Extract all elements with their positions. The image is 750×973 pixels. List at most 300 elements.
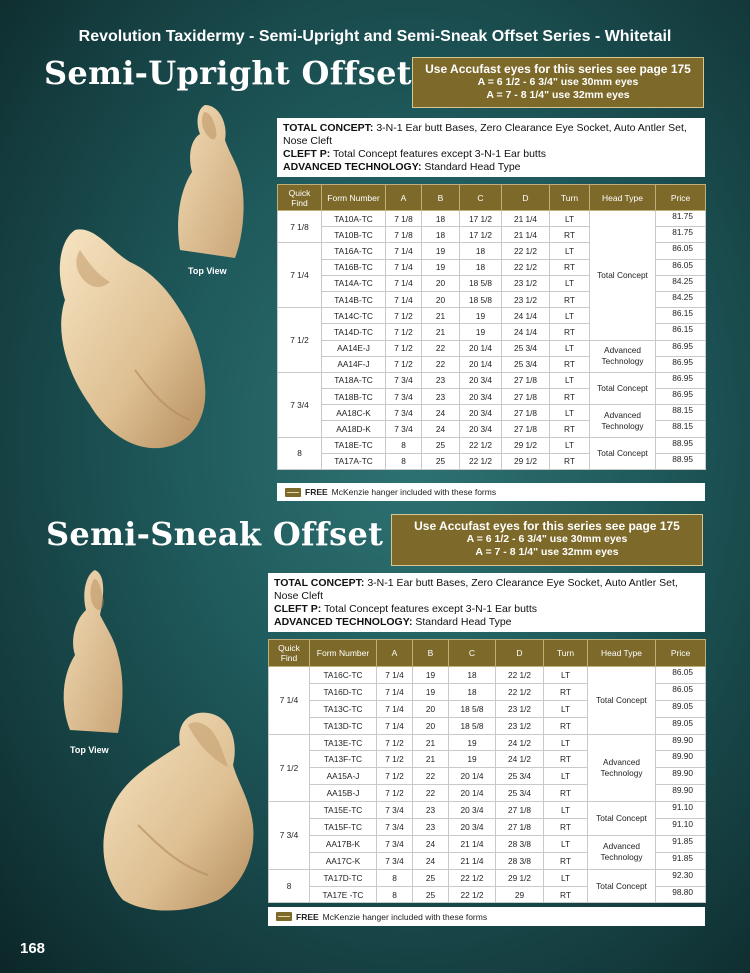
turn-cell: LT bbox=[544, 667, 588, 684]
dimension-b-cell: 25 bbox=[422, 437, 460, 453]
turn-cell: RT bbox=[550, 291, 590, 307]
turn-cell: LT bbox=[550, 372, 590, 388]
price-cell: 88.95 bbox=[656, 437, 706, 453]
price-cell: 86.05 bbox=[656, 259, 706, 275]
form-number-cell: AA15A-J bbox=[310, 768, 377, 785]
turn-cell: RT bbox=[544, 683, 588, 700]
form-number-cell: AA18C-K bbox=[322, 405, 386, 421]
dimension-b-cell: 18 bbox=[422, 211, 460, 227]
dimension-b-cell: 24 bbox=[422, 405, 460, 421]
dimension-c-cell: 20 3/4 bbox=[449, 819, 496, 836]
head-type-cell: Advanced Technology bbox=[588, 835, 656, 869]
dimension-a-cell: 7 1/2 bbox=[377, 751, 413, 768]
price-cell: 81.75 bbox=[656, 211, 706, 227]
dimension-c-cell: 20 1/4 bbox=[460, 340, 502, 356]
dimension-c-cell: 19 bbox=[460, 324, 502, 340]
forms-table-sneak bbox=[268, 639, 706, 903]
table-row bbox=[278, 372, 706, 388]
dimension-c-cell: 19 bbox=[449, 751, 496, 768]
head-type-cell: Total Concept bbox=[588, 667, 656, 735]
dimension-b-cell: 21 bbox=[413, 734, 449, 751]
dimension-b-cell: 18 bbox=[422, 227, 460, 243]
turn-cell: RT bbox=[550, 421, 590, 437]
col-header-form-number: Form Number bbox=[322, 185, 386, 211]
sneak-top-view-caption: Top View bbox=[70, 745, 109, 755]
turn-cell: LT bbox=[544, 835, 588, 852]
turn-cell: LT bbox=[544, 700, 588, 717]
form-number-cell: AA17B-K bbox=[310, 835, 377, 852]
form-number-cell: AA17C-K bbox=[310, 852, 377, 869]
table-row bbox=[269, 835, 706, 852]
turn-cell: RT bbox=[544, 852, 588, 869]
quick-find-cell: 7 1/4 bbox=[269, 667, 310, 735]
price-cell: 86.95 bbox=[656, 372, 706, 388]
table-row bbox=[278, 211, 706, 227]
turn-cell: RT bbox=[550, 356, 590, 372]
dimension-b-cell: 22 bbox=[413, 768, 449, 785]
form-number-cell: TA13C-TC bbox=[310, 700, 377, 717]
dimension-b-cell: 20 bbox=[422, 275, 460, 291]
form-number-cell: AA14E-J bbox=[322, 340, 386, 356]
concept-cleft-label: CLEFT P: bbox=[283, 148, 331, 160]
price-cell: 91.85 bbox=[656, 835, 706, 852]
dimension-b-cell: 22 bbox=[413, 785, 449, 802]
turn-cell: LT bbox=[550, 340, 590, 356]
dimension-a-cell: 7 3/4 bbox=[377, 852, 413, 869]
table-header-row bbox=[269, 640, 706, 667]
price-cell: 89.05 bbox=[656, 700, 706, 717]
dimension-c-cell: 20 3/4 bbox=[460, 372, 502, 388]
quick-find-cell: 8 bbox=[278, 437, 322, 469]
dimension-c-cell: 18 5/8 bbox=[460, 275, 502, 291]
dimension-a-cell: 7 1/8 bbox=[386, 211, 422, 227]
col-header-d: D bbox=[502, 185, 550, 211]
dimension-a-cell: 7 1/8 bbox=[386, 227, 422, 243]
dimension-c-cell: 22 1/2 bbox=[449, 886, 496, 903]
head-type-cell: Total Concept bbox=[590, 372, 656, 404]
price-cell: 89.90 bbox=[656, 751, 706, 768]
price-cell: 86.95 bbox=[656, 340, 706, 356]
price-cell: 89.90 bbox=[656, 785, 706, 802]
turn-cell: LT bbox=[550, 308, 590, 324]
dimension-d-cell: 23 1/2 bbox=[496, 700, 544, 717]
form-number-cell: TA17E -TC bbox=[310, 886, 377, 903]
dimension-d-cell: 27 1/8 bbox=[502, 372, 550, 388]
concept-cleft bbox=[274, 603, 699, 616]
dimension-d-cell: 23 1/2 bbox=[496, 717, 544, 734]
quick-find-cell: 8 bbox=[269, 869, 310, 903]
price-cell: 86.15 bbox=[656, 308, 706, 324]
price-cell: 89.90 bbox=[656, 734, 706, 751]
mckenzie-logo-icon bbox=[276, 912, 292, 921]
section-title-upright: Semi-Upright Offset bbox=[44, 54, 412, 92]
dimension-b-cell: 25 bbox=[422, 453, 460, 469]
quick-find-cell: 7 1/8 bbox=[278, 211, 322, 243]
form-number-cell: TA17A-TC bbox=[322, 453, 386, 469]
dimension-d-cell: 24 1/2 bbox=[496, 734, 544, 751]
table-header-row bbox=[278, 185, 706, 211]
form-number-cell: TA16A-TC bbox=[322, 243, 386, 259]
head-type-cell: Total Concept bbox=[588, 869, 656, 903]
form-number-cell: TA10B-TC bbox=[322, 227, 386, 243]
dimension-d-cell: 24 1/4 bbox=[502, 308, 550, 324]
price-cell: 86.05 bbox=[656, 667, 706, 684]
form-number-cell: TA14D-TC bbox=[322, 324, 386, 340]
col-header-c: C bbox=[460, 185, 502, 211]
table-row bbox=[278, 405, 706, 421]
footnote-text: McKenzie hanger included with these forms bbox=[322, 911, 488, 922]
col-header-head-type: Head Type bbox=[588, 640, 656, 667]
dimension-b-cell: 21 bbox=[413, 751, 449, 768]
dimension-c-cell: 20 1/4 bbox=[449, 768, 496, 785]
head-type-cell: Advanced Technology bbox=[590, 405, 656, 437]
dimension-c-cell: 19 bbox=[449, 734, 496, 751]
dimension-a-cell: 7 1/2 bbox=[386, 356, 422, 372]
concept-advanced-text: Standard Head Type bbox=[421, 161, 521, 173]
dimension-c-cell: 21 1/4 bbox=[449, 835, 496, 852]
col-header-a: A bbox=[386, 185, 422, 211]
dimension-b-cell: 20 bbox=[413, 717, 449, 734]
price-cell: 86.05 bbox=[656, 243, 706, 259]
dimension-d-cell: 24 1/2 bbox=[496, 751, 544, 768]
form-number-cell: TA14C-TC bbox=[322, 308, 386, 324]
dimension-c-cell: 18 bbox=[449, 683, 496, 700]
dimension-a-cell: 7 1/4 bbox=[386, 275, 422, 291]
col-header-price: Price bbox=[656, 185, 706, 211]
dimension-c-cell: 18 5/8 bbox=[449, 700, 496, 717]
concept-advanced-label: ADVANCED TECHNOLOGY: bbox=[274, 616, 413, 628]
price-cell: 88.15 bbox=[656, 405, 706, 421]
eyes-info-line1: Use Accufast eyes for this series see page 175 bbox=[414, 519, 680, 533]
eyes-info-line1: Use Accufast eyes for this series see page 175 bbox=[425, 62, 691, 76]
col-header-b: B bbox=[413, 640, 449, 667]
eyes-info-box-upright bbox=[412, 57, 704, 108]
dimension-d-cell: 29 1/2 bbox=[496, 869, 544, 886]
form-number-cell: AA15B-J bbox=[310, 785, 377, 802]
dimension-c-cell: 20 1/4 bbox=[460, 356, 502, 372]
table-row bbox=[278, 437, 706, 453]
turn-cell: LT bbox=[550, 405, 590, 421]
concept-total-label: TOTAL CONCEPT: bbox=[274, 577, 365, 589]
dimension-a-cell: 8 bbox=[386, 437, 422, 453]
col-header-a: A bbox=[377, 640, 413, 667]
turn-cell: LT bbox=[544, 802, 588, 819]
col-header-form-number: Form Number bbox=[310, 640, 377, 667]
table-row bbox=[269, 667, 706, 684]
concept-cleft-label: CLEFT P: bbox=[274, 603, 322, 615]
dimension-c-cell: 20 3/4 bbox=[460, 421, 502, 437]
dimension-d-cell: 28 3/8 bbox=[496, 835, 544, 852]
form-number-cell: TA14B-TC bbox=[322, 291, 386, 307]
dimension-a-cell: 7 1/2 bbox=[377, 785, 413, 802]
form-number-cell: AA14F-J bbox=[322, 356, 386, 372]
dimension-a-cell: 7 3/4 bbox=[386, 372, 422, 388]
price-cell: 86.95 bbox=[656, 356, 706, 372]
turn-cell: RT bbox=[544, 886, 588, 903]
concept-box-upright bbox=[277, 118, 705, 177]
dimension-d-cell: 28 3/8 bbox=[496, 852, 544, 869]
dimension-a-cell: 7 1/4 bbox=[377, 667, 413, 684]
footnote-free: FREE bbox=[305, 487, 328, 497]
form-number-cell: TA18A-TC bbox=[322, 372, 386, 388]
mckenzie-logo-icon bbox=[285, 488, 301, 497]
table-row bbox=[278, 340, 706, 356]
dimension-c-cell: 20 1/4 bbox=[449, 785, 496, 802]
dimension-b-cell: 23 bbox=[422, 389, 460, 405]
dimension-a-cell: 7 1/4 bbox=[377, 700, 413, 717]
dimension-a-cell: 7 1/4 bbox=[377, 683, 413, 700]
quick-find-cell: 7 3/4 bbox=[278, 372, 322, 437]
dimension-c-cell: 20 3/4 bbox=[449, 802, 496, 819]
dimension-d-cell: 24 1/4 bbox=[502, 324, 550, 340]
concept-advanced bbox=[274, 616, 699, 629]
col-header-d: D bbox=[496, 640, 544, 667]
price-cell: 89.90 bbox=[656, 768, 706, 785]
dimension-c-cell: 17 1/2 bbox=[460, 211, 502, 227]
dimension-a-cell: 7 1/2 bbox=[386, 340, 422, 356]
form-number-cell: TA18E-TC bbox=[322, 437, 386, 453]
form-number-cell: TA13D-TC bbox=[310, 717, 377, 734]
dimension-d-cell: 29 bbox=[496, 886, 544, 903]
turn-cell: RT bbox=[550, 453, 590, 469]
concept-advanced-text: Standard Head Type bbox=[412, 616, 512, 628]
dimension-a-cell: 7 1/4 bbox=[386, 259, 422, 275]
dimension-d-cell: 27 1/8 bbox=[502, 389, 550, 405]
form-number-cell: AA18D-K bbox=[322, 421, 386, 437]
price-cell: 86.05 bbox=[656, 683, 706, 700]
dimension-a-cell: 7 1/4 bbox=[386, 291, 422, 307]
table-row bbox=[269, 734, 706, 751]
form-number-cell: TA18B-TC bbox=[322, 389, 386, 405]
turn-cell: RT bbox=[544, 819, 588, 836]
head-type-cell: Advanced Technology bbox=[588, 734, 656, 802]
concept-advanced bbox=[283, 161, 699, 174]
dimension-c-cell: 18 bbox=[449, 667, 496, 684]
eyes-info-line3: A = 7 - 8 1/4" use 32mm eyes bbox=[475, 546, 619, 558]
turn-cell: LT bbox=[550, 243, 590, 259]
dimension-a-cell: 8 bbox=[377, 886, 413, 903]
turn-cell: RT bbox=[544, 751, 588, 768]
col-header-head-type: Head Type bbox=[590, 185, 656, 211]
dimension-b-cell: 23 bbox=[413, 802, 449, 819]
turn-cell: RT bbox=[550, 227, 590, 243]
dimension-a-cell: 7 1/4 bbox=[386, 243, 422, 259]
dimension-b-cell: 23 bbox=[422, 372, 460, 388]
concept-cleft-text: Total Concept features except 3-N-1 Ear butts bbox=[321, 603, 538, 615]
turn-cell: LT bbox=[550, 437, 590, 453]
concept-total bbox=[283, 122, 699, 148]
dimension-d-cell: 25 3/4 bbox=[502, 340, 550, 356]
dimension-d-cell: 29 1/2 bbox=[502, 453, 550, 469]
dimension-b-cell: 19 bbox=[422, 259, 460, 275]
turn-cell: RT bbox=[550, 259, 590, 275]
dimension-d-cell: 22 1/2 bbox=[496, 683, 544, 700]
table-row bbox=[269, 802, 706, 819]
turn-cell: RT bbox=[550, 389, 590, 405]
sneak-form-image bbox=[88, 705, 260, 915]
dimension-a-cell: 7 3/4 bbox=[386, 421, 422, 437]
dimension-b-cell: 19 bbox=[413, 667, 449, 684]
dimension-c-cell: 18 bbox=[460, 259, 502, 275]
price-cell: 86.95 bbox=[656, 389, 706, 405]
dimension-b-cell: 25 bbox=[413, 886, 449, 903]
head-type-cell: Total Concept bbox=[590, 437, 656, 469]
footnote-sneak bbox=[268, 907, 705, 926]
dimension-d-cell: 22 1/2 bbox=[502, 243, 550, 259]
turn-cell: LT bbox=[550, 275, 590, 291]
eyes-info-line2: A = 6 1/2 - 6 3/4" use 30mm eyes bbox=[466, 533, 628, 545]
dimension-d-cell: 27 1/8 bbox=[496, 802, 544, 819]
form-number-cell: TA17D-TC bbox=[310, 869, 377, 886]
price-cell: 92.30 bbox=[656, 869, 706, 886]
concept-total bbox=[274, 577, 699, 603]
dimension-b-cell: 20 bbox=[422, 291, 460, 307]
col-header-quick-find: Quick Find bbox=[278, 185, 322, 211]
dimension-b-cell: 19 bbox=[422, 243, 460, 259]
form-number-cell: TA16B-TC bbox=[322, 259, 386, 275]
dimension-c-cell: 20 3/4 bbox=[460, 405, 502, 421]
page-header-title: Revolution Taxidermy - Semi-Upright and Semi-Sneak Offset Series - Whitetail bbox=[78, 28, 672, 45]
head-type-cell: Total Concept bbox=[588, 802, 656, 836]
dimension-a-cell: 7 3/4 bbox=[386, 405, 422, 421]
col-header-turn: Turn bbox=[544, 640, 588, 667]
turn-cell: LT bbox=[550, 211, 590, 227]
price-cell: 81.75 bbox=[656, 227, 706, 243]
col-header-turn: Turn bbox=[550, 185, 590, 211]
eyes-info-line3: A = 7 - 8 1/4" use 32mm eyes bbox=[486, 89, 630, 101]
dimension-a-cell: 7 1/4 bbox=[377, 717, 413, 734]
quick-find-cell: 7 1/2 bbox=[278, 308, 322, 373]
form-number-cell: TA15F-TC bbox=[310, 819, 377, 836]
dimension-d-cell: 25 3/4 bbox=[496, 768, 544, 785]
price-cell: 88.15 bbox=[656, 421, 706, 437]
dimension-c-cell: 22 1/2 bbox=[449, 869, 496, 886]
form-number-cell: TA13E-TC bbox=[310, 734, 377, 751]
form-number-cell: TA16D-TC bbox=[310, 683, 377, 700]
quick-find-cell: 7 1/2 bbox=[269, 734, 310, 802]
dimension-a-cell: 7 3/4 bbox=[377, 835, 413, 852]
dimension-c-cell: 20 3/4 bbox=[460, 389, 502, 405]
form-number-cell: TA15E-TC bbox=[310, 802, 377, 819]
dimension-c-cell: 21 1/4 bbox=[449, 852, 496, 869]
dimension-a-cell: 7 1/2 bbox=[377, 768, 413, 785]
dimension-b-cell: 22 bbox=[422, 340, 460, 356]
dimension-d-cell: 23 1/2 bbox=[502, 275, 550, 291]
dimension-c-cell: 18 bbox=[460, 243, 502, 259]
dimension-b-cell: 24 bbox=[413, 835, 449, 852]
price-cell: 84.25 bbox=[656, 275, 706, 291]
dimension-d-cell: 27 1/8 bbox=[502, 405, 550, 421]
turn-cell: RT bbox=[550, 324, 590, 340]
dimension-b-cell: 24 bbox=[413, 852, 449, 869]
turn-cell: LT bbox=[544, 869, 588, 886]
turn-cell: RT bbox=[544, 785, 588, 802]
dimension-b-cell: 19 bbox=[413, 683, 449, 700]
dimension-d-cell: 27 1/8 bbox=[502, 421, 550, 437]
concept-total-text: 3-N-1 Ear butt Bases, Zero Clearance Eye Socket, Auto Antler Set, Nose Cleft bbox=[274, 577, 678, 602]
concept-cleft-text: Total Concept features except 3-N-1 Ear butts bbox=[330, 148, 547, 160]
price-cell: 89.05 bbox=[656, 717, 706, 734]
price-cell: 88.95 bbox=[656, 453, 706, 469]
dimension-a-cell: 7 1/2 bbox=[377, 734, 413, 751]
dimension-d-cell: 29 1/2 bbox=[502, 437, 550, 453]
table-row bbox=[269, 869, 706, 886]
dimension-b-cell: 21 bbox=[422, 308, 460, 324]
dimension-b-cell: 21 bbox=[422, 324, 460, 340]
head-type-cell: Total Concept bbox=[590, 211, 656, 341]
upright-form-image bbox=[40, 220, 220, 460]
page-number: 168 bbox=[20, 940, 46, 957]
dimension-a-cell: 7 3/4 bbox=[386, 389, 422, 405]
dimension-b-cell: 20 bbox=[413, 700, 449, 717]
dimension-d-cell: 23 1/2 bbox=[502, 291, 550, 307]
price-cell: 86.15 bbox=[656, 324, 706, 340]
dimension-d-cell: 21 1/4 bbox=[502, 227, 550, 243]
col-header-c: C bbox=[449, 640, 496, 667]
form-number-cell: TA13F-TC bbox=[310, 751, 377, 768]
eyes-info-box-sneak bbox=[391, 514, 703, 566]
turn-cell: RT bbox=[544, 717, 588, 734]
price-cell: 84.25 bbox=[656, 291, 706, 307]
col-header-quick-find: Quick Find bbox=[269, 640, 310, 667]
dimension-d-cell: 25 3/4 bbox=[502, 356, 550, 372]
col-header-price: Price bbox=[656, 640, 706, 667]
dimension-a-cell: 8 bbox=[386, 453, 422, 469]
forms-table-upright bbox=[277, 184, 706, 470]
dimension-b-cell: 24 bbox=[422, 421, 460, 437]
concept-advanced-label: ADVANCED TECHNOLOGY: bbox=[283, 161, 422, 173]
dimension-c-cell: 18 5/8 bbox=[449, 717, 496, 734]
concept-total-label: TOTAL CONCEPT: bbox=[283, 122, 374, 134]
dimension-a-cell: 8 bbox=[377, 869, 413, 886]
col-header-b: B bbox=[422, 185, 460, 211]
dimension-d-cell: 27 1/8 bbox=[496, 819, 544, 836]
footnote-upright bbox=[277, 483, 705, 501]
price-cell: 98.80 bbox=[656, 886, 706, 903]
footnote-text: McKenzie hanger included with these forms bbox=[331, 487, 497, 497]
dimension-b-cell: 22 bbox=[422, 356, 460, 372]
quick-find-cell: 7 1/4 bbox=[278, 243, 322, 308]
turn-cell: LT bbox=[544, 734, 588, 751]
eyes-info-line2: A = 6 1/2 - 6 3/4" use 30mm eyes bbox=[477, 76, 639, 88]
price-cell: 91.10 bbox=[656, 802, 706, 819]
turn-cell: LT bbox=[544, 768, 588, 785]
dimension-c-cell: 17 1/2 bbox=[460, 227, 502, 243]
footnote-free: FREE bbox=[296, 911, 319, 922]
form-number-cell: TA10A-TC bbox=[322, 211, 386, 227]
form-number-cell: TA16C-TC bbox=[310, 667, 377, 684]
upright-top-view-caption: Top View bbox=[188, 266, 227, 276]
dimension-a-cell: 7 1/2 bbox=[386, 308, 422, 324]
price-cell: 91.10 bbox=[656, 819, 706, 836]
dimension-b-cell: 25 bbox=[413, 869, 449, 886]
price-cell: 91.85 bbox=[656, 852, 706, 869]
dimension-a-cell: 7 3/4 bbox=[377, 819, 413, 836]
dimension-a-cell: 7 1/2 bbox=[386, 324, 422, 340]
dimension-d-cell: 22 1/2 bbox=[502, 259, 550, 275]
dimension-c-cell: 19 bbox=[460, 308, 502, 324]
head-type-cell: Advanced Technology bbox=[590, 340, 656, 372]
dimension-d-cell: 25 3/4 bbox=[496, 785, 544, 802]
concept-box-sneak bbox=[268, 573, 705, 632]
dimension-a-cell: 7 3/4 bbox=[377, 802, 413, 819]
dimension-c-cell: 22 1/2 bbox=[460, 437, 502, 453]
dimension-b-cell: 23 bbox=[413, 819, 449, 836]
form-number-cell: TA14A-TC bbox=[322, 275, 386, 291]
concept-cleft bbox=[283, 148, 699, 161]
concept-total-text: 3-N-1 Ear butt Bases, Zero Clearance Eye Socket, Auto Antler Set, Nose Cleft bbox=[283, 122, 687, 147]
dimension-c-cell: 18 5/8 bbox=[460, 291, 502, 307]
